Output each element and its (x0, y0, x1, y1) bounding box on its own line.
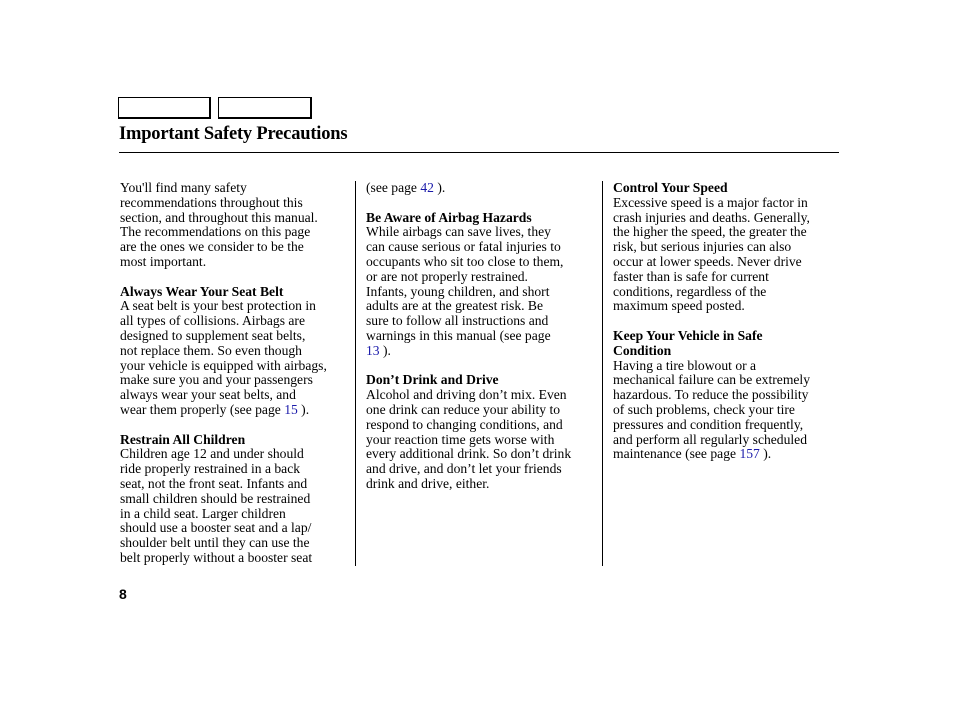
page-number: 8 (119, 586, 127, 602)
paragraph (120, 299, 352, 417)
text-line: the higher the speed, the greater the (613, 224, 807, 240)
page-title: Important Safety Precautions (119, 124, 348, 144)
text-segment: wear them properly (see page (120, 401, 285, 417)
column-2 (366, 181, 598, 492)
text-segment: (see page (366, 180, 421, 195)
text-line (366, 344, 598, 359)
text-line: shoulder belt until they can use the (120, 535, 310, 551)
page-reference-link[interactable]: 15 (284, 401, 298, 417)
text-line: occur at lower speeds. Never drive (613, 253, 802, 269)
text-line: recommendations throughout this (120, 194, 303, 210)
text-line: Always Wear Your Seat Belt (120, 283, 284, 299)
section-heading (366, 211, 598, 226)
column-3 (613, 181, 845, 462)
paragraph (120, 447, 352, 565)
text-line: pressures and condition frequently, (613, 416, 804, 432)
paragraph (366, 181, 598, 196)
text-line: should use a booster seat and a lap/ (120, 520, 312, 536)
page-reference-link[interactable]: 13 (366, 342, 380, 358)
section-heading (613, 329, 845, 359)
text-segment: ). (433, 180, 446, 195)
text-line: Don’t Drink and Drive (366, 372, 499, 388)
text-line: and drive, and don’t let your friends (366, 461, 562, 477)
text-line: your vehicle is equipped with airbags, (120, 357, 327, 373)
text-line (613, 447, 845, 462)
text-line: adults are at the greatest risk. Be (366, 298, 544, 314)
nav-button-previous[interactable] (118, 97, 211, 119)
column-divider-1 (355, 181, 356, 566)
column-1 (120, 181, 352, 566)
text-line: Having a tire blowout or a (613, 357, 757, 373)
text-line: risk, but serious injuries can also (613, 239, 792, 255)
text-line: make sure you and your passengers (120, 372, 313, 388)
text-line (120, 403, 352, 418)
page-reference-link[interactable]: 42 (420, 180, 434, 195)
text-line: Control Your Speed (613, 180, 728, 195)
section-heading (366, 373, 598, 388)
text-line: occupants who sit too close to them, (366, 253, 564, 269)
text-line: drink and drive, either. (366, 475, 490, 491)
text-line: Alcohol and driving don’t mix. Even (366, 387, 567, 403)
text-line: Keep Your Vehicle in Safe (613, 327, 763, 343)
text-line: maximum speed posted. (613, 298, 745, 314)
nav-button-next[interactable] (218, 97, 312, 119)
text-line: can cause serious or fatal injuries to (366, 239, 561, 255)
text-segment: ). (379, 342, 391, 358)
text-line: Condition (613, 342, 672, 358)
section-heading (120, 433, 352, 448)
text-line: warnings in this manual (see page (366, 327, 551, 343)
text-line: faster than is safe for current (613, 268, 769, 284)
text-line: small children should be restrained (120, 490, 311, 506)
title-rule (119, 152, 839, 153)
text-line: in a child seat. Larger children (120, 505, 286, 521)
text-segment: ). (759, 446, 772, 462)
text-line: You'll find many safety (120, 180, 247, 195)
text-line: section, and throughout this manual. (120, 209, 318, 225)
text-line: Restrain All Children (120, 431, 246, 447)
paragraph-gap (613, 314, 845, 329)
paragraph (366, 388, 598, 492)
text-line: every additional drink. So don’t drink (366, 446, 572, 462)
paragraph (613, 359, 845, 463)
page-reference-link[interactable]: 157 (739, 446, 760, 462)
text-line: belt properly without a booster seat (120, 549, 313, 565)
paragraph-gap (120, 270, 352, 285)
text-line: always wear your seat belts, and (120, 387, 296, 403)
paragraph-gap (366, 196, 598, 211)
text-line: or are not properly restrained. (366, 268, 528, 284)
text-line: conditions, regardless of the (613, 283, 767, 299)
text-line: Children age 12 and under should (120, 446, 304, 462)
paragraph (366, 225, 598, 358)
column-divider-2 (602, 181, 603, 566)
text-line: Excessive speed is a major factor in (613, 194, 808, 210)
text-line: designed to supplement seat belts, (120, 327, 306, 343)
text-line: all types of collisions. Airbags are (120, 313, 305, 329)
text-line: one drink can reduce your ability to (366, 401, 561, 417)
text-line: Be Aware of Airbag Hazards (366, 209, 532, 225)
paragraph-gap (120, 418, 352, 433)
text-line: and perform all regularly scheduled (613, 431, 808, 447)
text-line: A seat belt is your best protection in (120, 298, 316, 314)
text-line: seat, not the front seat. Infants and (120, 475, 308, 491)
text-line: ride properly restrained in a back (120, 461, 301, 477)
text-segment: ). (297, 401, 310, 417)
text-line: Infants, young children, and short (366, 283, 550, 299)
paragraph (120, 181, 352, 270)
section-heading (613, 181, 845, 196)
text-line: The recommendations on this page (120, 224, 311, 240)
text-line: hazardous. To reduce the possibility (613, 387, 809, 403)
paragraph-gap (366, 359, 598, 374)
text-line: most important. (120, 253, 207, 269)
text-line: of such problems, check your tire (613, 401, 795, 417)
text-line: While airbags can save lives, they (366, 224, 551, 240)
text-line: crash injuries and deaths. Generally, (613, 209, 810, 225)
text-line: your reaction time gets worse with (366, 431, 555, 447)
text-line: not replace them. So even though (120, 342, 302, 358)
text-line: mechanical failure can be extremely (613, 372, 810, 388)
paragraph (613, 196, 845, 314)
text-line (366, 181, 598, 196)
text-line: respond to changing conditions, and (366, 416, 563, 432)
text-segment: maintenance (see page (613, 446, 740, 462)
text-line: are the ones we consider to be the (120, 239, 304, 255)
text-line: sure to follow all instructions and (366, 313, 549, 329)
section-heading (120, 285, 352, 300)
